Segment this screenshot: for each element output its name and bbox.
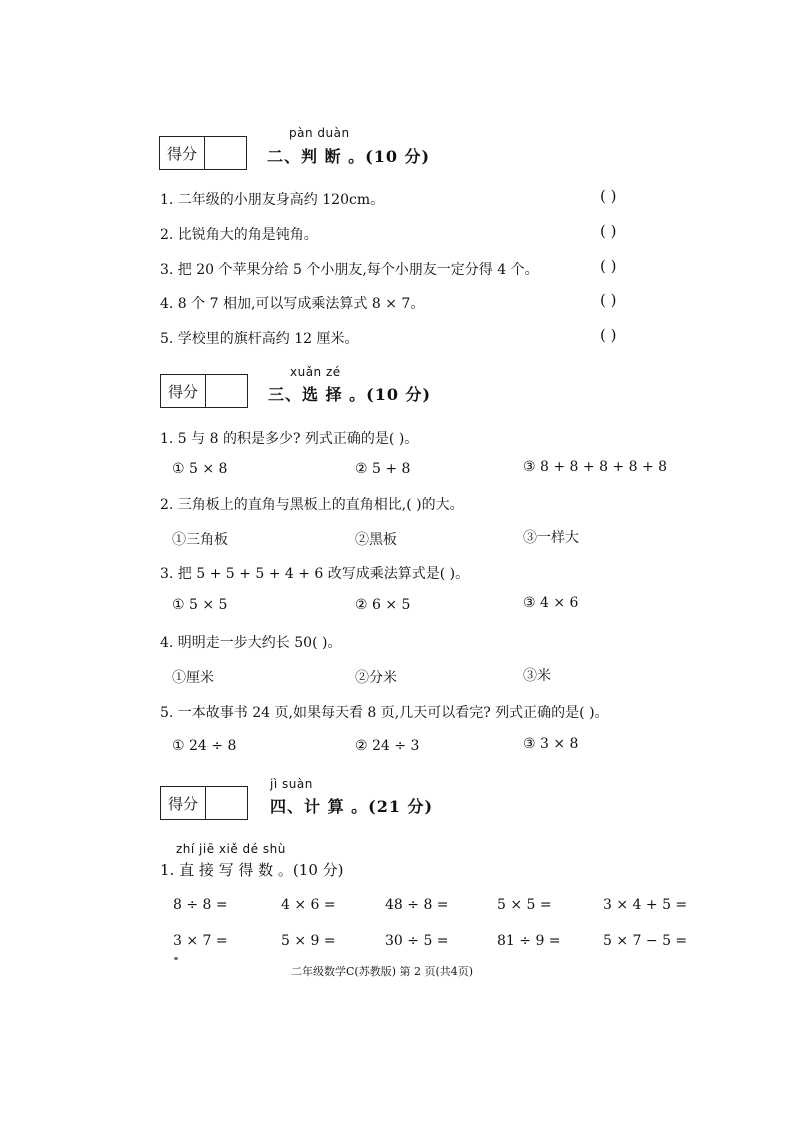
score-label: 得分 <box>161 787 206 819</box>
heading-pinyin: xuǎn zé <box>290 365 341 379</box>
judge-answer-5[interactable]: ( ) <box>600 326 617 344</box>
calc-item[interactable]: 30 ÷ 5 = <box>385 933 449 949</box>
choice-option[interactable]: ②分米 <box>355 670 397 686</box>
choice-question-5: 5. 一本故事书 24 页,如果每天看 8 页,几天可以看完? 列式正确的是( )。 <box>160 705 609 721</box>
choice-option[interactable]: ①三角板 <box>172 532 228 548</box>
choice-option[interactable]: ③ 4 × 6 <box>523 595 579 611</box>
calc-item[interactable]: 4 × 6 = <box>281 897 336 913</box>
choice-option[interactable]: ② 24 ÷ 3 <box>355 738 420 754</box>
section-heading: 四、计 算 。(21 分) <box>270 797 434 816</box>
judge-item-3: 3. 把 20 个苹果分给 5 个小朋友,每个小朋友一定分得 4 个。 <box>160 262 539 278</box>
calc-item[interactable]: 5 × 5 = <box>497 897 552 913</box>
calc-item[interactable]: 3 × 7 = <box>173 933 228 949</box>
score-input[interactable] <box>206 787 247 819</box>
choice-option[interactable]: ① 5 × 5 <box>172 597 228 613</box>
calc-item[interactable]: 5 × 7 − 5 = <box>603 933 688 949</box>
choice-option[interactable]: ②黑板 <box>355 532 397 548</box>
score-label: 得分 <box>160 137 205 169</box>
choice-option[interactable]: ② 5 + 8 <box>355 461 411 477</box>
judge-answer-3[interactable]: ( ) <box>600 257 617 275</box>
score-input[interactable] <box>206 375 247 407</box>
judge-answer-2[interactable]: ( ) <box>600 222 617 240</box>
section-heading: 三、选 择 。(10 分) <box>268 385 432 404</box>
judge-item-4: 4. 8 个 7 相加,可以写成乘法算式 8 × 7。 <box>160 296 425 312</box>
choice-option[interactable]: ① 24 ÷ 8 <box>172 738 237 754</box>
choice-question-3: 3. 把 5 + 5 + 5 + 4 + 6 改写成乘法算式是( )。 <box>160 566 470 582</box>
choice-option[interactable]: ② 6 × 5 <box>355 597 411 613</box>
score-box <box>160 374 248 408</box>
judge-answer-4[interactable]: ( ) <box>600 291 617 309</box>
choice-option[interactable]: ①厘米 <box>172 670 214 686</box>
subheading-pinyin: zhí jiē xiě dé shù <box>176 842 286 856</box>
score-label: 得分 <box>161 375 206 407</box>
choice-question-2: 2. 三角板上的直角与黑板上的直角相比,( )的大。 <box>160 497 464 513</box>
heading-pinyin: pàn duàn <box>289 126 350 140</box>
page-footer: 二年级数学C(苏教版) 第 2 页(共4页) <box>291 965 474 978</box>
choice-question-1: 1. 5 与 8 的积是多少? 列式正确的是( )。 <box>160 431 419 447</box>
score-box <box>159 136 247 170</box>
subheading: 1. 直 接 写 得 数 。(10 分) <box>160 861 344 879</box>
choice-option[interactable]: ③ 3 × 8 <box>523 736 579 752</box>
calc-item[interactable]: 3 × 4 + 5 = <box>603 897 688 913</box>
choice-question-4: 4. 明明走一步大约长 50( )。 <box>160 635 342 651</box>
section-heading: 二、判 断 。(10 分) <box>267 147 431 166</box>
choice-option[interactable]: ③ 8 + 8 + 8 + 8 + 8 <box>523 459 668 475</box>
choice-option[interactable]: ③一样大 <box>523 530 579 546</box>
calc-item[interactable]: 8 ÷ 8 = <box>173 897 228 913</box>
judge-item-5: 5. 学校里的旗杆高约 12 厘米。 <box>160 331 359 347</box>
calc-item[interactable]: 81 ÷ 9 = <box>497 933 561 949</box>
calc-item[interactable]: 48 ÷ 8 = <box>385 897 449 913</box>
judge-item-2: 2. 比锐角大的角是钝角。 <box>160 227 318 243</box>
judge-answer-1[interactable]: ( ) <box>600 187 617 205</box>
calc-item[interactable]: 5 × 9 = <box>281 933 336 949</box>
choice-option[interactable]: ① 5 × 8 <box>172 461 228 477</box>
heading-pinyin: jì suàn <box>270 777 313 791</box>
score-input[interactable] <box>205 137 246 169</box>
judge-item-1: 1. 二年级的小朋友身高约 120cm。 <box>160 192 385 208</box>
choice-option[interactable]: ③米 <box>523 668 551 684</box>
scan-speck <box>174 957 178 960</box>
score-box <box>160 786 248 820</box>
